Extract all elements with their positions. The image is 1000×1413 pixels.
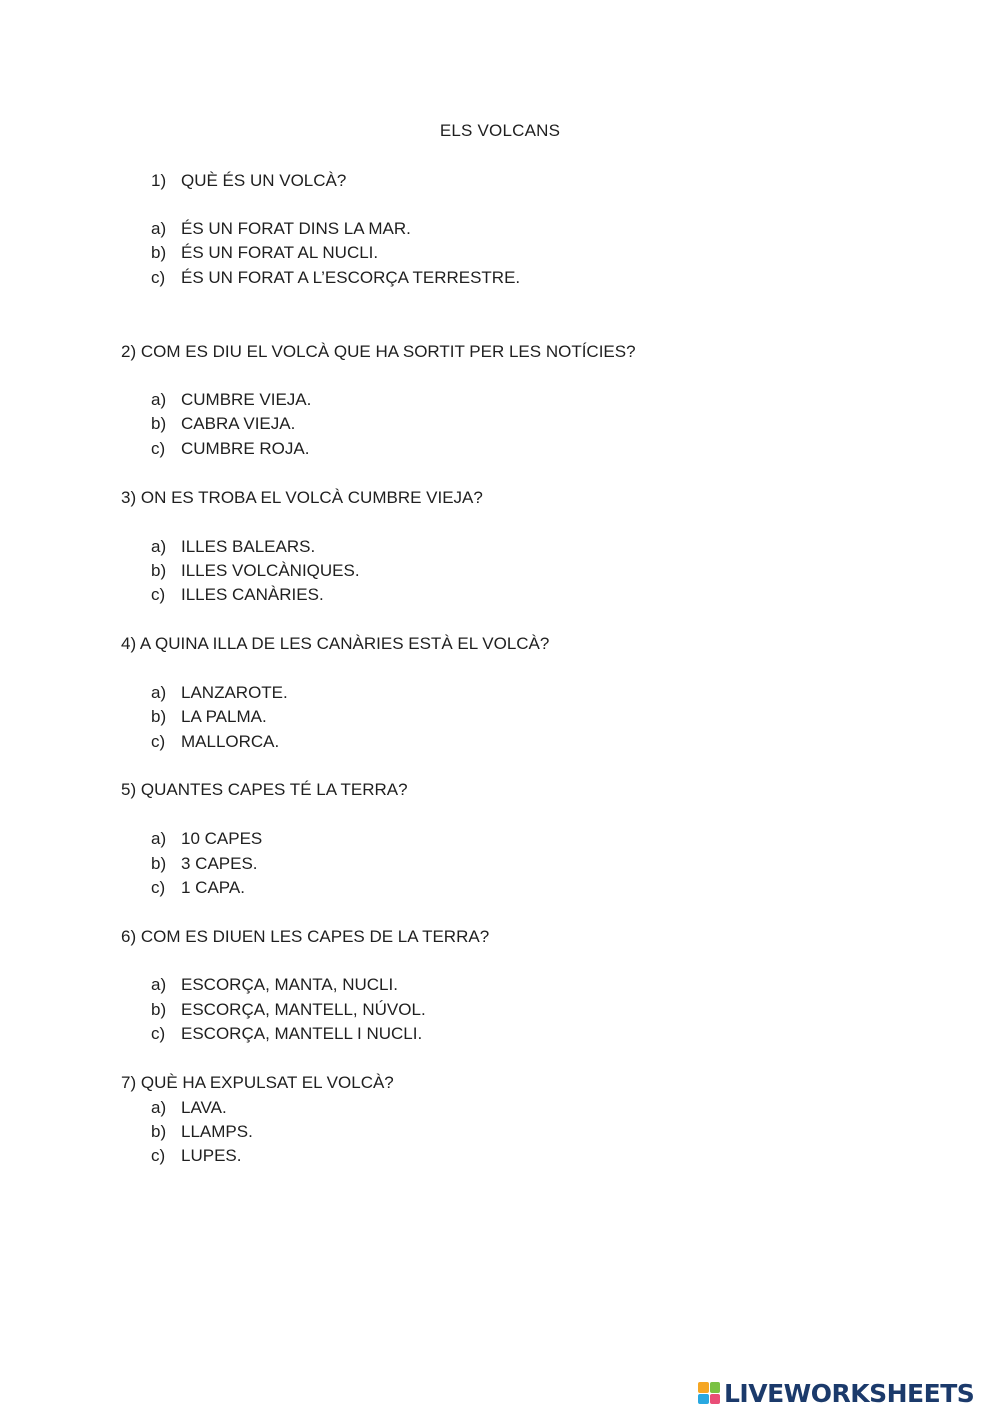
option-text: ÉS UN FORAT AL NUCLI.: [181, 243, 379, 262]
option-3a: [151, 537, 315, 557]
option-text: ÉS UN FORAT A L’ESCORÇA TERRESTRE.: [181, 268, 521, 287]
option-letter: b): [151, 854, 167, 873]
logo-mark-cell: [710, 1382, 721, 1393]
question-1: [151, 171, 346, 191]
option-letter: b): [151, 1122, 167, 1141]
question-number: 7): [121, 1073, 137, 1092]
question-2: [121, 342, 636, 362]
question-number: 6): [121, 927, 137, 946]
question-text: QUÈ ÉS UN VOLCÀ?: [181, 171, 347, 190]
logo-mark-cell: [710, 1394, 721, 1405]
option-5a: [151, 829, 262, 849]
option-letter: c): [151, 268, 166, 287]
option-text: ESCORÇA, MANTELL I NUCLI.: [181, 1024, 423, 1043]
liveworksheets-logo: [698, 1379, 974, 1407]
option-text: ILLES BALEARS.: [181, 537, 316, 556]
option-6a: [151, 975, 398, 995]
option-2a: [151, 390, 311, 410]
option-letter: b): [151, 1000, 167, 1019]
option-letter: c): [151, 585, 166, 604]
option-text: ILLES CANÀRIES.: [181, 585, 324, 604]
option-2c: [151, 439, 309, 459]
option-7a: [151, 1098, 227, 1118]
question-3: [121, 488, 483, 508]
option-3c: [151, 585, 324, 605]
question-text: ON ES TROBA EL VOLCÀ CUMBRE VIEJA?: [140, 488, 483, 507]
question-text: A QUINA ILLA DE LES CANÀRIES ESTÀ EL VOLCÀ?: [139, 634, 550, 653]
option-text: CABRA VIEJA.: [181, 414, 296, 433]
question-number: 1): [151, 171, 167, 190]
option-7c: [151, 1146, 241, 1166]
option-3b: [151, 561, 360, 581]
option-text: ILLES VOLCÀNIQUES.: [181, 561, 360, 580]
option-text: LAVA.: [181, 1098, 227, 1117]
option-letter: b): [151, 414, 167, 433]
question-5: [121, 780, 408, 800]
option-text: ESCORÇA, MANTA, NUCLI.: [181, 975, 398, 994]
option-1c: [151, 268, 520, 288]
option-letter: c): [151, 1024, 166, 1043]
option-letter: b): [151, 243, 167, 262]
option-6c: [151, 1024, 422, 1044]
option-letter: c): [151, 1146, 166, 1165]
option-letter: a): [151, 975, 167, 994]
option-6b: [151, 1000, 426, 1020]
question-text: COM ES DIUEN LES CAPES DE LA TERRA?: [140, 927, 490, 946]
question-number: 3): [121, 488, 137, 507]
option-5c: [151, 878, 245, 898]
question-number: 5): [121, 780, 137, 799]
option-letter: b): [151, 707, 167, 726]
option-text: ÉS UN FORAT DINS LA MAR.: [181, 219, 411, 238]
option-text: LUPES.: [181, 1146, 242, 1165]
option-1a: [151, 219, 411, 239]
option-letter: c): [151, 439, 166, 458]
option-7b: [151, 1122, 253, 1142]
option-text: LA PALMA.: [181, 707, 267, 726]
option-letter: c): [151, 878, 166, 897]
option-4c: [151, 732, 279, 752]
option-text: 3 CAPES.: [181, 854, 258, 873]
option-text: LLAMPS.: [181, 1122, 253, 1141]
option-2b: [151, 414, 295, 434]
question-4: [121, 634, 549, 654]
question-number: 4): [121, 634, 137, 653]
option-letter: a): [151, 1098, 167, 1117]
option-4b: [151, 707, 267, 727]
logo-mark-icon: [698, 1382, 720, 1404]
option-letter: b): [151, 561, 167, 580]
option-4a: [151, 683, 288, 703]
logo-mark-cell: [698, 1382, 709, 1393]
option-text: CUMBRE VIEJA.: [181, 390, 312, 409]
logo-mark-cell: [698, 1394, 709, 1405]
document-title: ELS VOLCANS: [439, 121, 561, 140]
question-text: COM ES DIU EL VOLCÀ QUE HA SORTIT PER LES NOTÍCIES?: [140, 342, 636, 361]
question-7: [121, 1073, 394, 1093]
question-number: 2): [121, 342, 137, 361]
logo-text: LIVEWORKSHEETS: [724, 1378, 975, 1408]
question-text: QUÈ HA EXPULSAT EL VOLCÀ?: [140, 1073, 394, 1092]
option-letter: a): [151, 390, 167, 409]
option-letter: a): [151, 683, 167, 702]
option-1b: [151, 243, 378, 263]
question-6: [121, 927, 489, 947]
option-text: ESCORÇA, MANTELL, NÚVOL.: [181, 1000, 426, 1019]
option-letter: a): [151, 829, 167, 848]
option-text: CUMBRE ROJA.: [181, 439, 310, 458]
option-text: 1 CAPA.: [181, 878, 245, 897]
option-letter: a): [151, 537, 167, 556]
option-text: LANZAROTE.: [181, 683, 288, 702]
option-text: 10 CAPES: [181, 829, 263, 848]
option-5b: [151, 854, 258, 874]
option-text: MALLORCA.: [181, 732, 280, 751]
option-letter: c): [151, 732, 166, 751]
question-text: QUANTES CAPES TÉ LA TERRA?: [140, 780, 408, 799]
option-letter: a): [151, 219, 167, 238]
